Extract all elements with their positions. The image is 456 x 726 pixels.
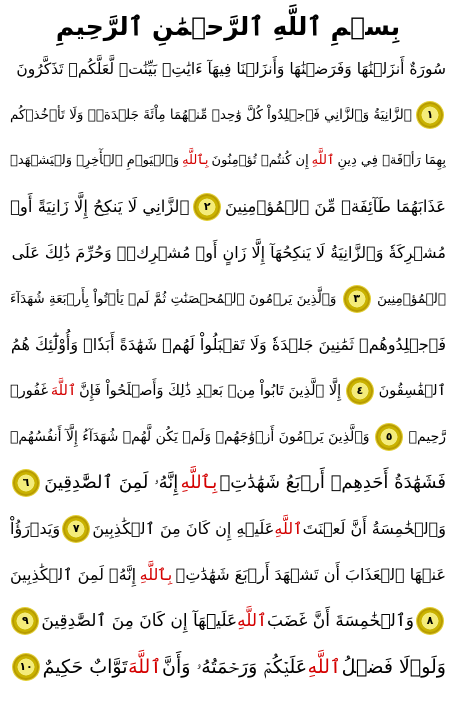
verse-text: فَشَهَٰدَةُ أَحَدِهِمۡ أَرۡبَعُ شَهَٰدَٰتِۭ bbox=[219, 472, 446, 493]
divine-name: ٱللَّهِ bbox=[274, 519, 303, 538]
verse-text: إِن كُنتُمۡ تُؤۡمِنُونَ bbox=[211, 153, 309, 168]
divine-name: ٱللَّهِ bbox=[237, 611, 268, 631]
ayah-number-marker: ٧ bbox=[63, 516, 89, 542]
ayah-number-marker: ٥ bbox=[376, 424, 402, 450]
verse-line bbox=[10, 92, 446, 138]
verse-line bbox=[10, 138, 446, 184]
divine-name: بِٱللَّهِ bbox=[139, 565, 173, 584]
divine-name: ٱللَّهِ bbox=[311, 153, 335, 168]
verse-text: وَيَدۡرَؤُاْ bbox=[10, 519, 61, 538]
verse-text: ٱلزَّانِيَةُ وَٱلزَّانِي فَٱجۡلِدُواْ كُلَّ وَٰحِدٖ مِّنۡهُمَا مِاْئَةَ جَلۡدَةٖۖ وَلَا تَأۡخُذۡكُم bbox=[10, 107, 412, 123]
verse-text: ٱلۡمُؤۡمِنِينَ bbox=[377, 291, 446, 307]
verse-text: ٱلۡفَٰسِقُونَ bbox=[378, 383, 446, 399]
verse-line bbox=[10, 46, 446, 92]
verse-text: وَٱلَّذِينَ يَرۡمُونَ أَزۡوَٰجَهُمۡ وَلَمۡ يَكُن لَّهُمۡ شُهَدَآءُ إِلَّآ أَنفُسُهُمۡ bbox=[10, 429, 370, 445]
ayah-number-marker: ٦ bbox=[13, 470, 39, 496]
ayah-number-marker: ٨ bbox=[417, 608, 443, 634]
verse-text: عَذَابَهُمَا طَآئِفَةٞ مِّنَ ٱلۡمُؤۡمِنِينَ bbox=[225, 197, 446, 216]
verse-text: عَلَيۡهِ إِن كَانَ مِنَ ٱلۡكَٰذِبِينَ bbox=[92, 519, 275, 538]
ayah-number-marker: ٩ bbox=[12, 608, 38, 634]
verse-text: سُورَةٌ أَنزَلۡنَٰهَا وَفَرَضۡنَٰهَا وَأَنزَلۡنَا فِيهَآ ءَايَٰتِۭ بَيِّنَٰتٖ لَّعَلَّكُمۡ تَذَكَّرُونَ bbox=[16, 60, 446, 78]
verse-text: عَلَيۡهَآ إِن كَانَ مِنَ ٱلصَّٰدِقِينَ bbox=[41, 611, 238, 631]
verse-text: فَٱجۡلِدُوهُمۡ ثَمَٰنِينَ جَلۡدَةٗ وَلَا تَقۡبَلُواْ لَهُمۡ شَهَٰدَةً أَبَدٗاۚ وَأُوْلَٰٓئِكَ هُمُ bbox=[10, 335, 446, 354]
ayah-number-marker: ١ bbox=[417, 102, 443, 128]
verse-line bbox=[10, 276, 446, 322]
verse-text: وَلَوۡلَا فَضۡلُ bbox=[341, 656, 446, 678]
ayah-number-marker: ٢ bbox=[194, 194, 220, 220]
verse-text: وَٱلَّذِينَ يَرۡمُونَ ٱلۡمُحۡصَنَٰتِ ثُمَّ لَمۡ يَأۡتُواْ بِأَرۡبَعَةِ شُهَدَآءَ bbox=[10, 291, 337, 307]
verse-text: وَٱلۡخَٰمِسَةَ أَنَّ غَضَبَ bbox=[267, 611, 414, 631]
verse-line bbox=[10, 184, 446, 230]
verse-text: مُشۡرِكَةٗ وَٱلزَّانِيَةُ لَا يَنكِحُهَآ إِلَّا زَانٍ أَوۡ مُشۡرِكٞۚ وَحُرِّمَ ذَٰلِكَ عَلَى bbox=[11, 243, 446, 262]
verse-text: وَٱلۡيَوۡمِ ٱلۡأٓخِرِۖ وَلۡيَشۡهَدۡ bbox=[10, 153, 180, 168]
verse-text: إِنَّهُۥ لَمِنَ ٱلۡكَٰذِبِينَ bbox=[10, 565, 137, 584]
divine-name: ٱللَّهَ bbox=[128, 656, 162, 678]
divine-name: بِٱللَّهِ bbox=[182, 153, 209, 168]
divine-name: بِٱللَّهِ bbox=[180, 472, 218, 493]
verse-text: إِنَّهُۥ لَمِنَ ٱلصَّٰدِقِينَ bbox=[44, 472, 179, 493]
verse-line bbox=[10, 506, 446, 552]
verse-line bbox=[10, 230, 446, 276]
verse-line bbox=[10, 414, 446, 460]
divine-name: ٱللَّهَ bbox=[50, 383, 77, 399]
ayah-number-marker: ٣ bbox=[344, 286, 370, 312]
verse-line bbox=[10, 598, 446, 644]
verse-text: رَّحِيمٞ bbox=[408, 429, 446, 445]
verse-text: غَفُورٞ bbox=[10, 383, 49, 399]
verse-line bbox=[10, 460, 446, 506]
verse-lines bbox=[10, 46, 446, 690]
ayah-number-marker: ١٠ bbox=[13, 654, 39, 680]
verse-text: تَوَّابٌ حَكِيمٌ bbox=[42, 656, 128, 678]
verse-line bbox=[10, 368, 446, 414]
verse-text: إِلَّا ٱلَّذِينَ تَابُواْ مِنۢ بَعۡدِ ذَٰلِكَ وَأَصۡلَحُواْ فَإِنَّ bbox=[79, 383, 342, 399]
ayah-number-marker: ٤ bbox=[347, 378, 373, 404]
verse-text: بِهِمَا رَأۡفَةٞ فِي دِينِ bbox=[337, 153, 446, 168]
verse-line bbox=[10, 644, 446, 690]
basmala-header: بِسۡمِ ٱللَّهِ ٱلرَّحۡمَٰنِ ٱلرَّحِيمِ bbox=[55, 11, 401, 41]
verse-text: ٱلزَّانِي لَا يَنكِحُ إِلَّا زَانِيَةً أَوۡ bbox=[10, 197, 190, 216]
verse-text: وَٱلۡخَٰمِسَةُ أَنَّ لَعۡنَتَ bbox=[302, 519, 446, 538]
divine-name: ٱللَّهِ bbox=[307, 656, 342, 678]
verse-line bbox=[10, 322, 446, 368]
verse-line bbox=[10, 552, 446, 598]
verse-text: عَنۡهَا ٱلۡعَذَابَ أَن تَشۡهَدَ أَرۡبَعَ شَهَٰدَٰتِۭ bbox=[175, 565, 446, 584]
verse-text: عَلَيۡكُمۡ وَرَحۡمَتُهُۥ وَأَنَّ bbox=[162, 656, 308, 678]
